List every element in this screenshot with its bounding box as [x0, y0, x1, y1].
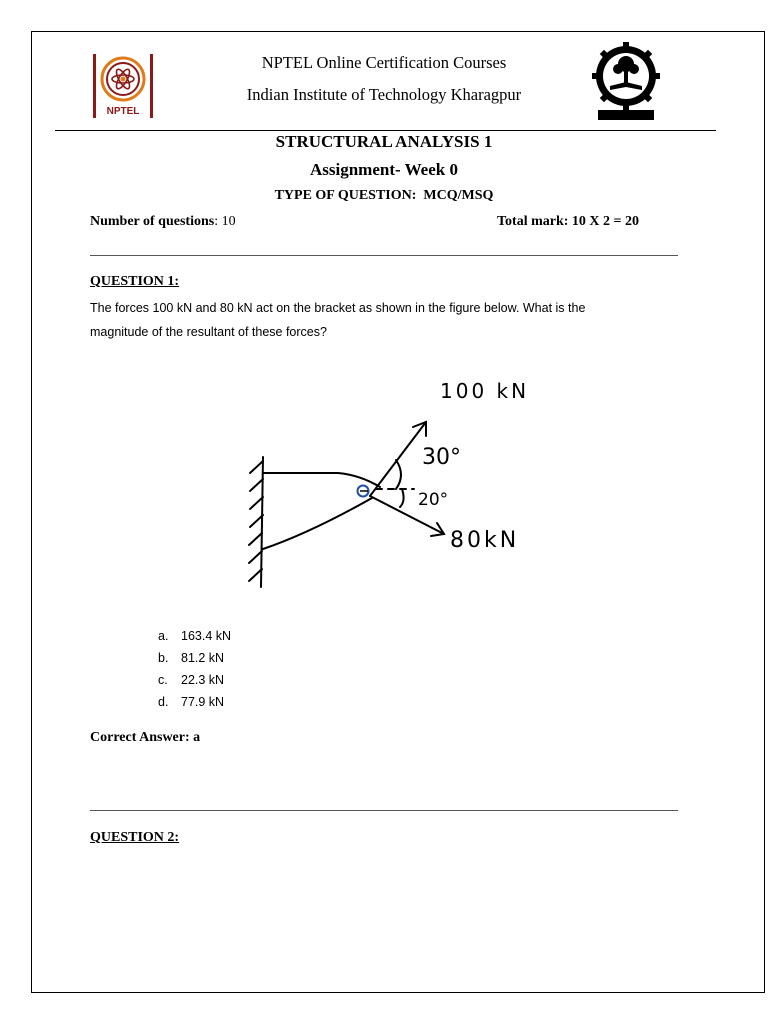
wall-line	[261, 457, 263, 587]
question-1-text-line-2: magnitude of the resultant of these forces?	[90, 325, 327, 339]
option-b	[158, 651, 224, 665]
angle-30-arc	[396, 460, 401, 489]
force-80kn-arrowhead	[431, 523, 444, 536]
num-questions-label: Number of questions	[90, 214, 215, 229]
nptel-logo-text: NPTEL	[106, 106, 140, 117]
option-b-letter: b.	[158, 651, 169, 665]
angle-20-arc	[400, 489, 404, 507]
option-d-text: 77.9 kN	[181, 695, 225, 709]
number-of-questions	[90, 214, 236, 230]
option-c	[158, 673, 224, 687]
force-80kn-label: 80kN	[450, 528, 520, 553]
header-divider	[55, 130, 716, 131]
option-c-text: 22.3 kN	[181, 673, 225, 687]
option-a	[158, 629, 231, 643]
question-divider	[90, 810, 678, 811]
option-d	[158, 695, 224, 709]
question-2-heading: QUESTION 2:	[90, 830, 180, 845]
bracket-bottom-edge	[263, 498, 372, 549]
course-title: STRUCTURAL ANALYSIS 1	[275, 132, 493, 151]
option-a-text: 163.4 kN	[181, 629, 232, 643]
option-d-letter: d.	[158, 695, 169, 709]
total-mark: Total mark: 10 X 2 = 20	[497, 214, 640, 229]
iit-seal-icon	[592, 42, 660, 122]
force-100kn-label: 100 kN	[440, 379, 530, 403]
option-b-text: 81.2 kN	[181, 651, 225, 665]
angle-30-label: 30°	[422, 445, 461, 470]
question-type: TYPE OF QUESTION: MCQ/MSQ	[274, 188, 494, 203]
header-line-1: NPTEL Online Certification Courses	[261, 53, 507, 72]
correct-answer: Correct Answer: a	[90, 730, 201, 745]
num-questions-value: : 10	[214, 214, 236, 229]
assignment-title: Assignment- Week 0	[310, 160, 458, 179]
option-c-letter: c.	[158, 673, 168, 687]
meta-divider	[90, 255, 678, 256]
header-line-2: Indian Institute of Technology Kharagpur	[246, 85, 522, 104]
question-1-text-line-1: The forces 100 kN and 80 kN act on the bracket as shown in the figure below. What is the	[90, 301, 586, 315]
question-1-figure	[230, 365, 550, 595]
question-1-heading: QUESTION 1:	[90, 274, 180, 289]
angle-20-label: 20°	[418, 490, 449, 510]
nptel-logo	[90, 52, 156, 120]
iit-kharagpur-seal	[592, 42, 660, 122]
option-a-letter: a.	[158, 629, 169, 643]
